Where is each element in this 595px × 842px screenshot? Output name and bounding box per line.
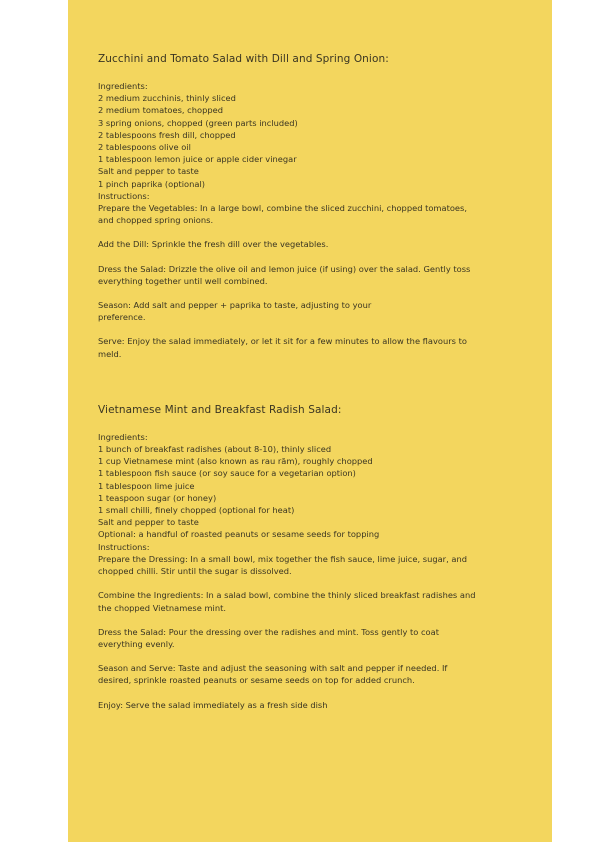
instruction-step	[98, 238, 548, 250]
step-line: Add the Dill: Sprinkle the fresh dill over the vegetables.	[98, 239, 329, 250]
step-line: Combine the Ingredients: In a salad bowl, combine the thinly sliced breakfast radishes and	[98, 590, 476, 601]
ingredient-item: 1 pinch paprika (optional)	[98, 178, 206, 189]
ingredient-item: 1 tablespoon lime juice	[98, 480, 195, 491]
instruction-step	[98, 662, 548, 686]
instruction-step	[98, 299, 548, 323]
ingredient-item: 1 tablespoon fish sauce (or soy sauce for a vegetarian option)	[98, 468, 356, 479]
ingredient-item: 2 tablespoons fresh dill, chopped	[98, 129, 236, 140]
step-line: Prepare the Vegetables: In a large bowl, combine the sliced zucchini, chopped tomatoes,	[98, 203, 467, 214]
step-line: and chopped spring onions.	[98, 215, 214, 226]
step-line: preference.	[98, 312, 146, 323]
ingredient-item: 1 teaspoon sugar (or honey)	[98, 492, 217, 503]
step-line: Dress the Salad: Pour the dressing over the radishes and mint. Toss gently to coat	[98, 626, 439, 637]
ingredient-item: 1 small chilli, finely chopped (optional for heat)	[98, 505, 295, 516]
step-line: Enjoy: Serve the salad immediately as a fresh side dish	[98, 699, 328, 710]
step-line: desired, sprinkle roasted peanuts or sesame seeds on top for added crunch.	[98, 675, 415, 686]
step-line: chopped chilli. Stir until the sugar is dissolved.	[98, 566, 292, 577]
instruction-step	[98, 202, 548, 226]
instruction-step	[98, 589, 548, 613]
instruction-step	[98, 335, 548, 359]
step-line: meld.	[98, 348, 122, 359]
document-content	[98, 52, 548, 711]
recipe-vietnamese-mint-radish	[98, 403, 548, 711]
ingredient-item: Optional: a handful of roasted peanuts or sesame seeds for topping	[98, 529, 380, 540]
step-line: Serve: Enjoy the salad immediately, or let it sit for a few minutes to allow the flavours to	[98, 336, 467, 347]
ingredient-item: Salt and pepper to taste	[98, 517, 199, 528]
ingredient-item: Salt and pepper to taste	[98, 166, 199, 177]
ingredient-item: 3 spring onions, chopped (green parts included)	[98, 117, 298, 128]
ingredient-item: 2 medium zucchinis, thinly sliced	[98, 93, 236, 104]
step-line: Season: Add salt and pepper + paprika to taste, adjusting to your	[98, 300, 372, 311]
instruction-step	[98, 553, 548, 577]
ingredient-item: 2 tablespoons olive oil	[98, 142, 191, 153]
ingredient-item: 1 cup Vietnamese mint (also known as rau răm), roughly chopped	[98, 456, 373, 467]
ingredients-section	[98, 80, 548, 202]
recipe-title: Vietnamese Mint and Breakfast Radish Salad:	[98, 403, 342, 416]
step-line: everything evenly.	[98, 638, 175, 649]
step-line: the chopped Vietnamese mint.	[98, 602, 226, 613]
instruction-step	[98, 626, 548, 650]
step-line: Prepare the Dressing: In a small bowl, mix together the fish sauce, lime juice, sugar, and	[98, 553, 467, 564]
recipe-zucchini-tomato	[98, 52, 548, 360]
instruction-step	[98, 263, 548, 287]
ingredients-section	[98, 431, 548, 553]
ingredients-heading: Ingredients:	[98, 431, 148, 442]
instructions-heading: Instructions:	[98, 190, 150, 201]
recipe-title: Zucchini and Tomato Salad with Dill and Spring Onion:	[98, 53, 389, 65]
step-line: Dress the Salad: Drizzle the olive oil and lemon juice (if using) over the salad. Gently toss	[98, 263, 471, 274]
ingredient-item: 1 bunch of breakfast radishes (about 8-10), thinly sliced	[98, 444, 332, 455]
instruction-step	[98, 699, 548, 711]
step-line: Season and Serve: Taste and adjust the seasoning with salt and pepper if needed. If	[98, 663, 448, 674]
ingredients-heading: Ingredients:	[98, 81, 148, 91]
ingredient-item: 2 medium tomatoes, chopped	[98, 105, 223, 116]
instructions-heading: Instructions:	[98, 541, 150, 552]
ingredient-item: 1 tablespoon lemon juice or apple cider vinegar	[98, 154, 297, 165]
step-line: everything together until well combined.	[98, 275, 268, 286]
document-page	[68, 0, 552, 842]
